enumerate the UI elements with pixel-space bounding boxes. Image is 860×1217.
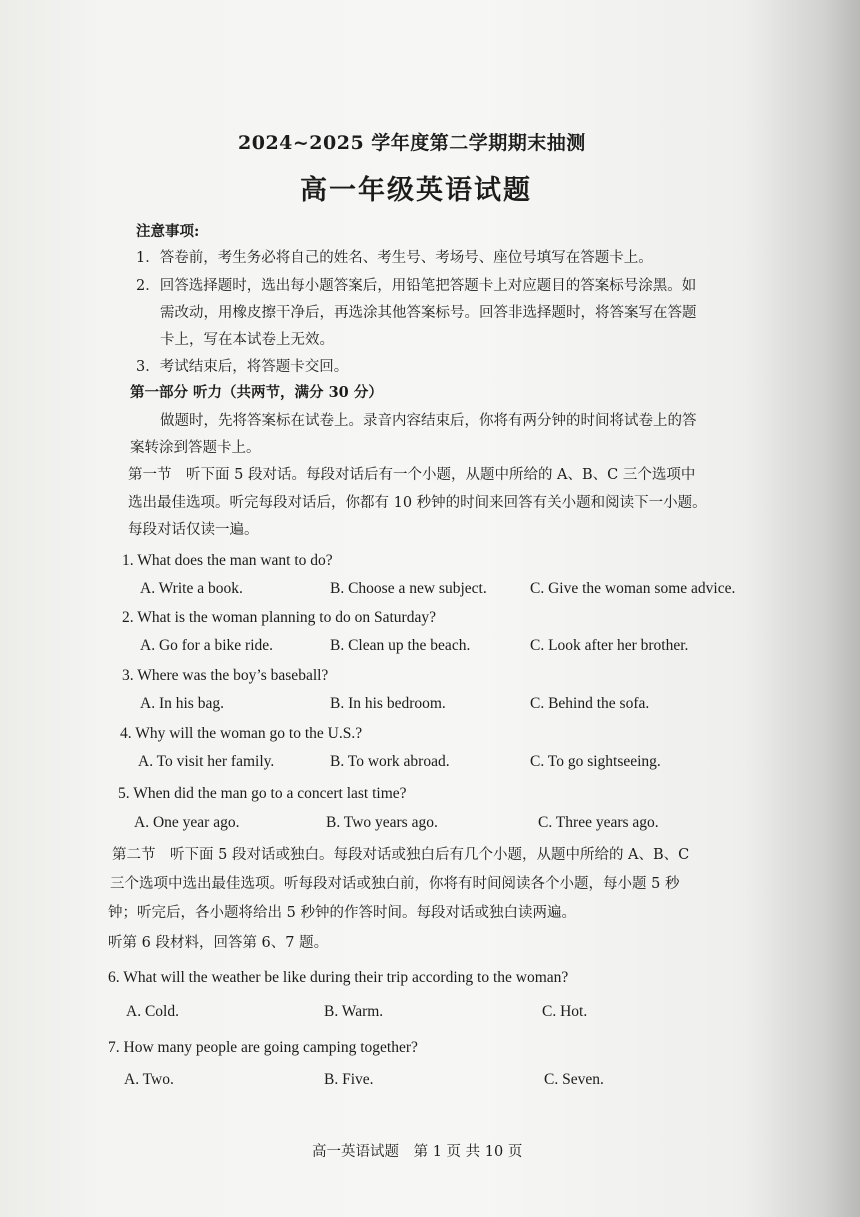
section1-line-c: 每段对话仅读一遍。 xyxy=(128,522,259,538)
notice-item-1: 1．答卷前，考生务必将自己的姓名、考生号、考场号、座位号填写在答题卡上。 xyxy=(136,250,653,266)
question-5-option-b: B. Two years ago. xyxy=(326,814,438,831)
question-2-option-a: A. Go for a bike ride. xyxy=(140,637,273,654)
question-6-option-c: C. Hot. xyxy=(542,1003,588,1020)
year-title: 2024~2025 学年度第二学期期末抽测 xyxy=(238,132,586,154)
section1-line-a: 第一节 听下面 5 段对话。每段对话后有一个小题，从题中所给的 A、B、C 三个选项中 xyxy=(128,467,696,483)
page-curl-shadow xyxy=(740,0,860,1217)
notice-item-3: 3．考试结束后，将答题卡交回。 xyxy=(136,359,349,375)
section2-line-c: 钟；听完后，各小题将给出 5 秒钟的作答时间。每段对话或独白读两遍。 xyxy=(108,905,576,921)
notice-item-2b: 需改动，用橡皮擦干净后，再选涂其他答案标号。回答非选择题时，将答案写在答题 xyxy=(160,305,697,321)
question-2-stem: 2. What is the woman planning to do on Saturday? xyxy=(122,609,436,626)
exam-title: 高一年级英语试题 xyxy=(300,175,532,206)
question-3-option-a: A. In his bag. xyxy=(140,695,224,712)
notice-item-2c: 卡上，写在本试卷上无效。 xyxy=(160,332,334,348)
footer-subject: 高一英语试题 xyxy=(312,1144,399,1160)
question-7-option-b: B. Five. xyxy=(324,1071,374,1088)
part1-heading: 第一部分 听力（共两节，满分 30 分） xyxy=(130,384,383,401)
section2-line-a: 第二节 听下面 5 段对话或独白。每段对话或独白后有几个小题，从题中所给的 A、B、C xyxy=(112,847,690,863)
question-5-stem: 5. When did the man go to a concert last time? xyxy=(118,785,407,802)
question-2-option-c: C. Look after her brother. xyxy=(530,637,689,654)
question-7-option-a: A. Two. xyxy=(124,1071,174,1088)
question-2-option-b: B. Clean up the beach. xyxy=(330,637,471,654)
question-5-option-c: C. Three years ago. xyxy=(538,814,659,831)
question-1-option-b: B. Choose a new subject. xyxy=(330,580,487,597)
part1-intro-b: 案转涂到答题卡上。 xyxy=(130,440,261,456)
question-6-stem: 6. What will the weather be like during their trip according to the woman? xyxy=(108,969,569,986)
section2-line-b: 三个选项中选出最佳选项。听每段对话或独白前，你将有时间阅读各个小题，每小题 5 秒 xyxy=(110,876,680,892)
question-4-option-b: B. To work abroad. xyxy=(330,753,450,770)
question-3-option-b: B. In his bedroom. xyxy=(330,695,446,712)
footer-page-number: 第 1 页 共 10 页 xyxy=(413,1144,523,1160)
material-6-instruction: 听第 6 段材料，回答第 6、7 题。 xyxy=(108,935,329,951)
question-7-option-c: C. Seven. xyxy=(544,1071,604,1088)
page-footer xyxy=(312,1140,532,1161)
question-5-option-a: A. One year ago. xyxy=(134,814,240,831)
question-7-stem: 7. How many people are going camping together? xyxy=(108,1039,418,1056)
question-4-option-a: A. To visit her family. xyxy=(138,753,275,770)
question-1-option-a: A. Write a book. xyxy=(140,580,243,597)
part1-intro-a: 做题时，先将答案标在试卷上。录音内容结束后，你将有两分钟的时间将试卷上的答 xyxy=(160,413,697,429)
question-3-option-c: C. Behind the sofa. xyxy=(530,695,650,712)
section1-line-b: 选出最佳选项。听完每段对话后，你都有 10 秒钟的时间来回答有关小题和阅读下一小题。 xyxy=(128,495,707,511)
question-1-stem: 1. What does the man want to do? xyxy=(122,552,333,569)
question-6-option-a: A. Cold. xyxy=(126,1003,179,1020)
question-6-option-b: B. Warm. xyxy=(324,1003,384,1020)
question-4-option-c: C. To go sightseeing. xyxy=(530,753,661,770)
notice-item-2a: 2．回答选择题时，选出每小题答案后，用铅笔把答题卡上对应题目的答案标号涂黑。如 xyxy=(136,278,697,294)
question-1-option-c: C. Give the woman some advice. xyxy=(530,580,736,597)
question-3-stem: 3. Where was the boy’s baseball? xyxy=(122,667,329,684)
notice-heading: 注意事项: xyxy=(136,223,200,240)
question-4-stem: 4. Why will the woman go to the U.S.? xyxy=(120,725,363,742)
